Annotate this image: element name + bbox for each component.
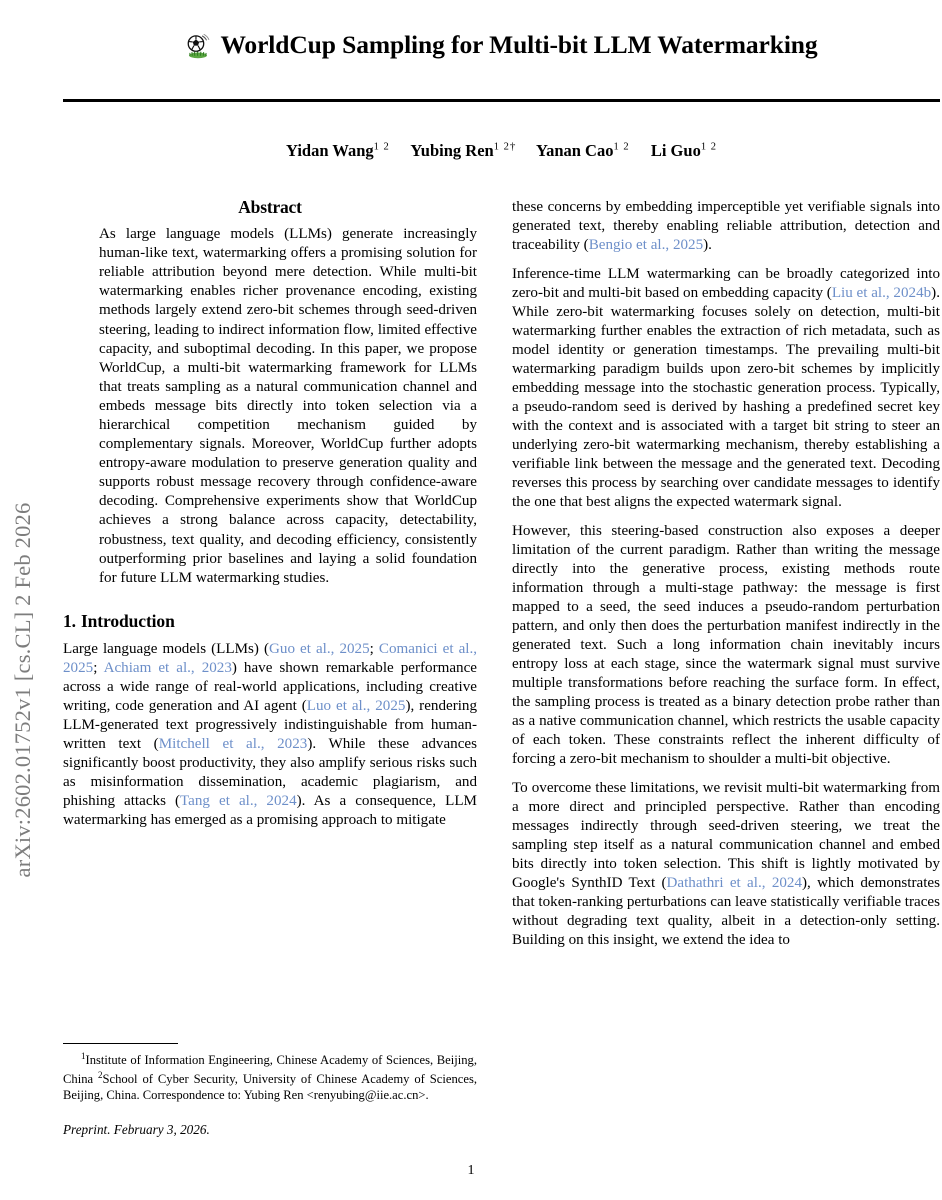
author-name: Yanan Cao (535, 140, 614, 160)
arxiv-identifier-text: arXiv:2602.01752v1 [cs.CL] 2 Feb 2026 (10, 502, 35, 878)
citation-link[interactable]: Tang et al., 2024 (180, 793, 297, 810)
author-entry (407, 141, 520, 160)
abstract-body: As large language models (LLMs) generate increasingly human-like text, watermarking offers a promising solution for reliable attribution beyond mere detection. While multi-bit watermarking enables richer provenance encoding, existing methods largely extend zero-bit schemes through seed-driven steering, leading to indirect information flow, limited effective capacity, and suboptimal decoding. In this paper, we propose WorldCup, a multi-bit watermarking framework for LLMs that treats sampling as a natural communication channel and embeds message bits directly into token selection via a hierarchical competition mechanism guided by complementary signals. Moreover, WorldCup further adopts entropy-aware modulation to preserve generation quality and supports robust message recovery through confidence-aware decoding. Comprehensive experiments show that WorldCup achieves a strong balance across capacity, detectability, robustness, text quality, and decoding efficiency, consistently outperforming prior baselines and laying a solid foundation for future LLM watermarking studies. (99, 226, 477, 586)
citation-link[interactable]: Bengio et al., 2025 (588, 237, 704, 254)
citation-link[interactable]: Achiam et al., 2023 (103, 659, 232, 676)
corresponding-author-marker: † (509, 140, 516, 152)
footnote-affiliations (63, 1049, 477, 1103)
right-column (512, 198, 940, 960)
author-affiliation-marks: 1 2 (613, 141, 630, 152)
right-paragraph-3: However, this steering-based construction also exposes a deeper limitation of the current paradigm. Rather than writing the message directly into the generative process, existing methods route information through a multi-stage pathway: the message is first mapped to a seed, the seed induces a pseudo-random perturbation pattern, and only then does the perturbation manifest indirectly in the generated text. Such a long information chain inevitably incurs entropy loss at each stage, since the watermark signal must survive multiple transformations before reaching the surface form. In effect, the sampling process is treated as a binary detection probe rather than as a native communication channel, which restricts the usable capacity of each token. These constraints reflect the inherent difficulty of forcing a zero-bit mechanism to shoulder a multi-bit objective. (512, 522, 940, 768)
soccer-ball-icon (185, 33, 211, 59)
footnote-marker-1: 1 (81, 1051, 86, 1061)
section-title: Introduction (80, 610, 175, 631)
author-name: Li Guo (650, 140, 701, 160)
right-paragraph-2: Inference-time LLM watermarking can be broadly categorized into zero-bit and multi-bit based on embedding capacity (Liu et al., 2024b). While zero-bit watermarking focuses solely on detection, multi-bit watermarking further enables the extraction of rich metadata, such as model identity or generation timestamps. The prevailing multi-bit watermarking paradigm builds upon zero-bit schemes by implicitly embedding message into the stochastic generation process. Typically, a pseudo-random seed is derived by hashing a predefined secret key with the context and is associated with a target bit string to steer an underlying zero-bit watermarking mechanism, thereby establishing a verifiable link between the message and the generated text. Decoding reverses this process by searching over candidate messages to identify the one that best aligns the expected watermark signal. (512, 265, 940, 511)
intro-paragraph-1: Large language models (LLMs) (Guo et al., 2025; Comanici et al., 2025; Achiam et al., 2023) have shown remarkable performance across a wide range of real-world applications, including creative writing, code generation and AI agent (Luo et al., 2025), rendering LLM-generated text progressively indistinguishable from human-written text (Mitchell et al., 2023). While these advances significantly boost productivity, they also amplify serious risks such as misinformation dissemination, academic plagiarism, and phishing attacks (Tang et al., 2024). As a consequence, LLM watermarking has emerged as a promising approach to mitigate (63, 640, 478, 829)
section-number: 1. (63, 610, 76, 631)
footnote-affiliation-2: School of Cyber Security, University of Chinese Academy of Sciences, Beijing, China. Correspondence to: Yubing Ren <renyubing@iie.ac.cn>. (63, 1072, 478, 1102)
page-number: 1 (467, 1163, 475, 1178)
arxiv-identifier-stamp (0, 0, 46, 1200)
footnote-affiliation-1: Institute of Information Engineering, Chinese Academy of Sciences, Beijing, China (63, 1053, 477, 1087)
right-paragraph-1: these concerns by embedding imperceptible yet verifiable signals into generated text, thereby enabling reliable attribution, detection and traceability (Bengio et al., 2025). (512, 199, 940, 254)
citation-link[interactable]: Dathathri et al., 2024 (666, 875, 803, 892)
citation-link[interactable]: Comanici et al., 2025 (63, 640, 478, 676)
citation-link[interactable]: Guo et al., 2025 (269, 640, 370, 657)
author-affiliation-marks: 1 2 (373, 141, 390, 152)
author-affiliation-marks: 1 2 (700, 141, 717, 152)
right-paragraph-4: To overcome these limitations, we revisit multi-bit watermarking from a more direct and principled perspective. Rather than encoding messages indirectly through seed-driven steering, we treat the sampling step itself as a natural communication channel and embed bits directly into token selection. This shift is lightly motivated by Google's SynthID Text (Dathathri et al., 2024), which demonstrates that token-ranking perturbations can leave statistically verifiable traces without degrading text quality, albeit in a detection-only setting. Building on this insight, we extend the idea to (512, 779, 940, 949)
section-heading-introduction (63, 612, 477, 631)
page-title: WorldCup Sampling for Multi-bit LLM Watermarking (220, 30, 818, 59)
header-divider (63, 99, 940, 102)
author-entry (532, 141, 633, 160)
citation-link[interactable]: Liu et al., 2024b (831, 284, 932, 301)
author-entry (647, 141, 717, 160)
author-name: Yubing Ren (410, 140, 494, 160)
title-row (63, 30, 940, 60)
citation-link[interactable]: Mitchell et al., 2023 (158, 736, 308, 753)
author-list (63, 140, 940, 161)
footnote-divider (63, 1043, 178, 1044)
footnote-marker-2: 2 (98, 1070, 103, 1081)
author-affiliation-marks: 1 2 (493, 141, 510, 152)
author-name: Yidan Wang (286, 140, 374, 160)
citation-link[interactable]: Luo et al., 2025 (306, 698, 406, 715)
abstract-heading: Abstract (238, 197, 302, 217)
preprint-notice: Preprint. February 3, 2026. (63, 1122, 210, 1137)
left-column (63, 198, 477, 830)
author-entry (286, 141, 394, 160)
